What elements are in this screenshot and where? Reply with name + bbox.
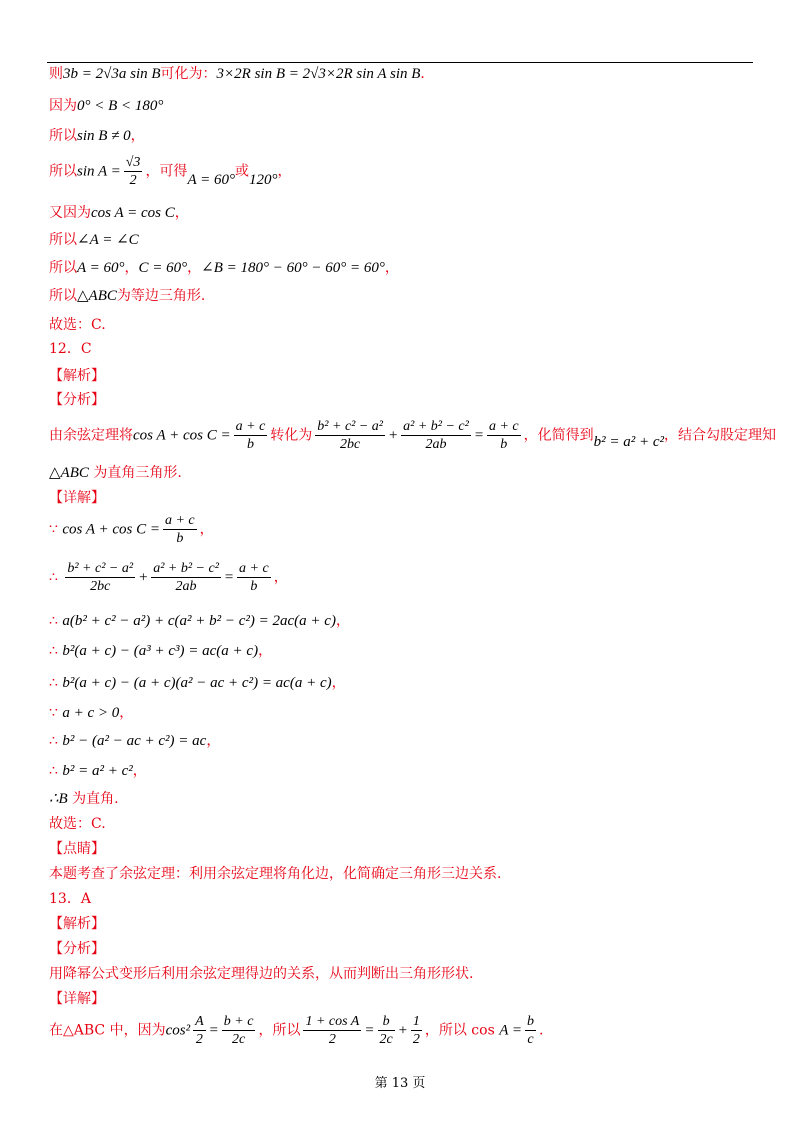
line-4-sinA: 所以sin A = $\frac{√3}{2}$ ，可得A = 60°或120°， [49,155,292,188]
line-8: 所以△ABC为等边三角形. [49,288,206,304]
step-line-3: ∴ b²(a + c) − (a + c)(a² − ac + c²) = ac(a + c)， [49,675,346,691]
answer-12: 故选：C. [49,816,106,832]
line-1: 则3b = 2√3a sin B可化为：3×2R sin B = 2√3×2R sin A sin B． [49,66,435,82]
analysis-12-line: 由余弦定理将cos A + cos C = $\frac{a + c}{b}$ 转化为 $\frac{\text{b² + c² − a²}}{2bc}$ + $\frac{\text{a² + b² − c²}}{2ab}$ = $\frac{a + c}{b}$ ，化简得到b² = a² + c²，结合勾股定理知 [49,419,777,452]
line-right-triangle: △ABC 为直角三角形. [49,465,182,481]
step-line-1: ∴ a(b² + c² − a²) + c(a² + b² − c²) = 2ac(a + c)， [49,613,350,629]
line-3: 所以sin B ≠ 0， [49,128,145,144]
comment-12: 本题考查了余弦定理：利用余弦定理将角化边，化简确定三角形三边关系. [49,866,502,882]
therefore-line-1: ∴ $\frac{\text{b² + c² − a²}}{2bc}$ + $\frac{\text{a² + b² − c²}}{2ab}$ = $\frac{a + c}{b}$ ， [49,561,288,594]
question-12-heading: 12．C [49,341,92,357]
step-line-4: ∵ a + c > 0， [49,705,134,721]
line-6: 所以∠A = ∠C [49,232,139,248]
section-jiexi-12: 【解析】 [49,368,105,384]
line-2: 因为0° < B < 180° [49,98,164,114]
line-7: 所以A = 60°，C = 60°，∠B = 180° − 60° − 60° = 60°， [49,260,399,276]
line-5: 又因为cos A = cos C， [49,205,189,221]
step-line-2: ∴ b²(a + c) − (a³ + c³) = ac(a + c)， [49,643,273,659]
analysis-13: 用降幂公式变形后利用余弦定理得边的关系，从而判断出三角形形状. [49,966,474,982]
section-dianjing-12: 【点睛】 [49,841,105,857]
fraction: $\frac{√3}{2}$ [125,155,141,188]
step-line-6: ∴ b² = a² + c²， [49,763,147,779]
question-13-heading: 13．A [49,891,91,907]
section-xiangjie-13: 【详解】 [49,991,105,1007]
because-line-1: ∵ cos A + cos C = $\frac{a + c}{b}$ ， [49,513,214,546]
section-xiangjie-12: 【详解】 [49,490,105,506]
detail-13-line: 在△ABC 中，因为cos² $\frac{A}{2}$ = $\frac{b + c}{2c}$ ，所以 $\frac{\text{1 + cos A}}{2}$ = $\frac{b}{2c}$ + $\frac{1}{2}$ ，所以 cos A = $\frac{b}{c}$ . [49,1014,544,1047]
page-number: 第 13 页 [374,1076,426,1091]
section-jiexi-13: 【解析】 [49,916,105,932]
section-fenxi-13: 【分析】 [49,941,105,957]
step-line-5: ∴ b² − (a² − ac + c²) = ac， [49,733,221,749]
answer-11: 故选：C. [49,317,106,333]
header-rule [47,62,753,63]
section-fenxi-12: 【分析】 [49,392,105,408]
step-line-7: ∴B 为直角. [49,791,119,807]
